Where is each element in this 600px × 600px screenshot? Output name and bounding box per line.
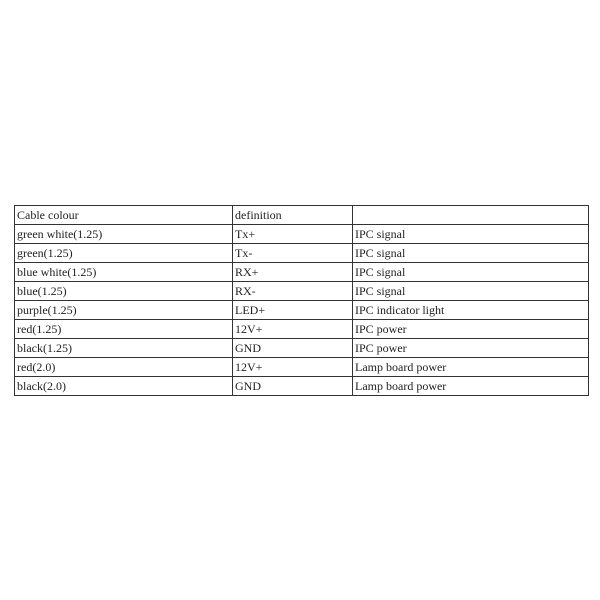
cell-description: IPC power — [353, 320, 589, 339]
cell-description: Lamp board power — [353, 377, 589, 396]
cell-description: Lamp board power — [353, 358, 589, 377]
table-header-row — [15, 206, 589, 225]
cell-cable-colour: red(2.0) — [15, 358, 233, 377]
cell-cable-colour: blue white(1.25) — [15, 263, 233, 282]
cell-description: IPC power — [353, 339, 589, 358]
table-row — [15, 225, 589, 244]
cell-cable-colour: red(1.25) — [15, 320, 233, 339]
cell-description: IPC signal — [353, 263, 589, 282]
header-definition: definition — [233, 206, 353, 225]
table-row — [15, 301, 589, 320]
cell-definition: RX+ — [233, 263, 353, 282]
table-row — [15, 244, 589, 263]
cell-definition: LED+ — [233, 301, 353, 320]
cell-description: IPC indicator light — [353, 301, 589, 320]
header-description — [353, 206, 589, 225]
table-row — [15, 263, 589, 282]
cell-definition: Tx- — [233, 244, 353, 263]
cell-description: IPC signal — [353, 244, 589, 263]
cell-definition: RX- — [233, 282, 353, 301]
cell-description: IPC signal — [353, 225, 589, 244]
header-cable-colour: Cable colour — [15, 206, 233, 225]
cell-cable-colour: black(1.25) — [15, 339, 233, 358]
table-row — [15, 282, 589, 301]
cell-description: IPC signal — [353, 282, 589, 301]
cell-cable-colour: black(2.0) — [15, 377, 233, 396]
cell-cable-colour: green(1.25) — [15, 244, 233, 263]
cell-definition: 12V+ — [233, 320, 353, 339]
cell-cable-colour: purple(1.25) — [15, 301, 233, 320]
cell-cable-colour: green white(1.25) — [15, 225, 233, 244]
cell-cable-colour: blue(1.25) — [15, 282, 233, 301]
table-row — [15, 320, 589, 339]
cell-definition: GND — [233, 377, 353, 396]
table-row — [15, 358, 589, 377]
cell-definition: Tx+ — [233, 225, 353, 244]
cell-definition: 12V+ — [233, 358, 353, 377]
cell-definition: GND — [233, 339, 353, 358]
table-row — [15, 377, 589, 396]
cable-definition-table — [14, 205, 589, 396]
table-row — [15, 339, 589, 358]
